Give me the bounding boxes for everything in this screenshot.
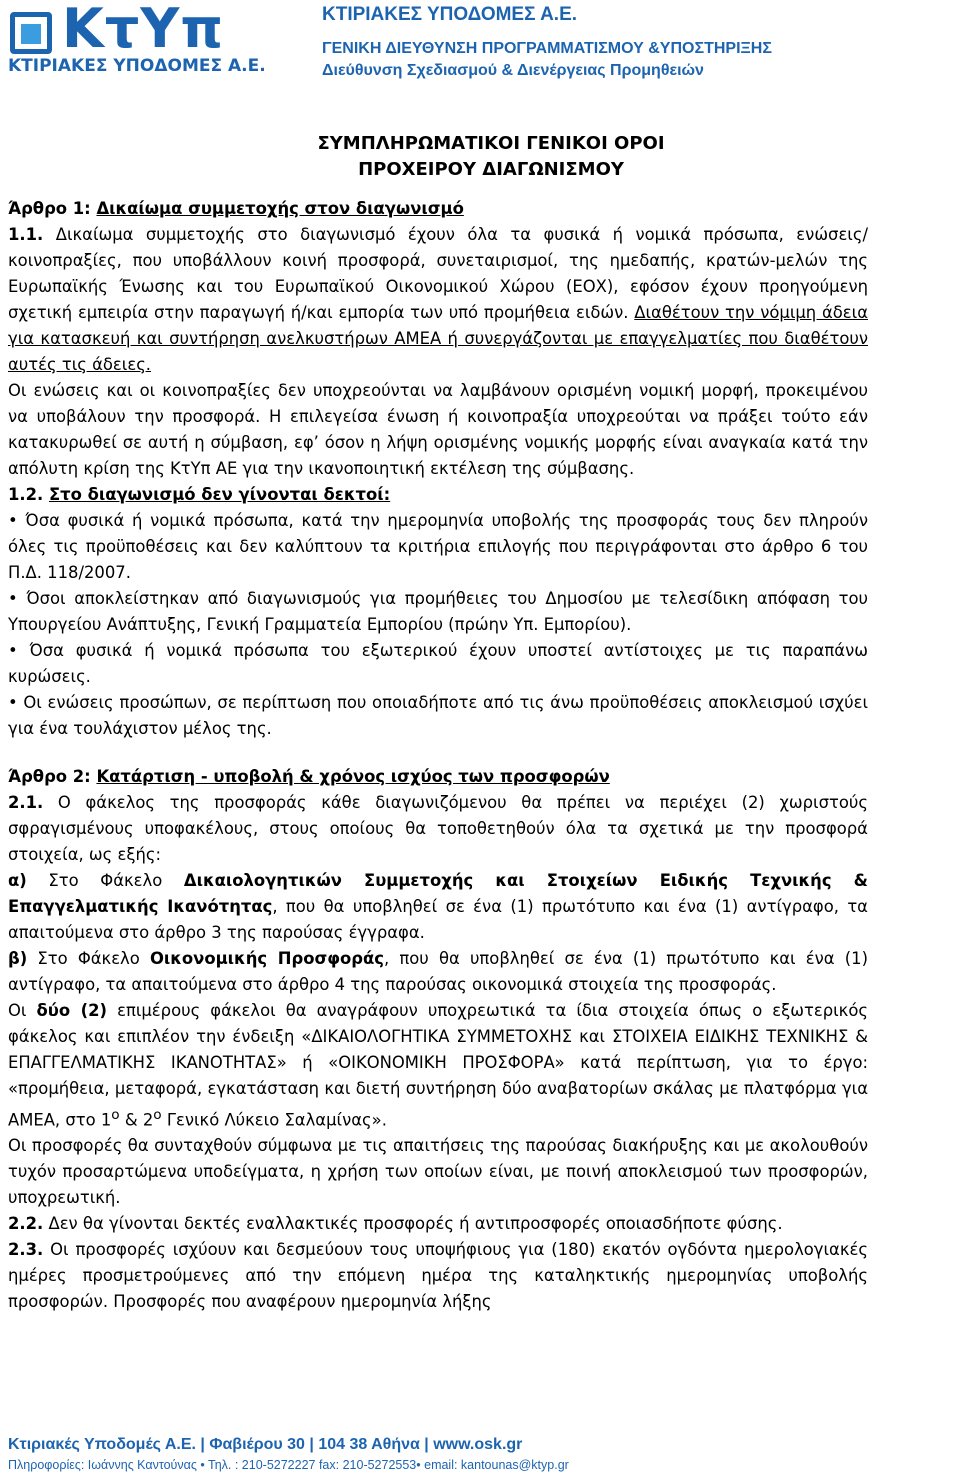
footer-address: Κτιριακές Υποδομές Α.Ε. | Φαβιέρου 30 | 104 38 Αθήνα | www.osk.gr — [8, 1436, 523, 1453]
exclusion-bullet: • Όσα φυσικά ή νομικά πρόσωπα, κατά την ημερομηνία υποβολής της προσφοράς τους δεν πληρούν όλες τις προϋποθέσεις και δεν καλύπτουν τα κριτήρια επιλογής που περιγράφονται στο άρθρο 6 του Π.Δ. 118/2007. — [8, 511, 868, 582]
logo-text: ΚτΥπ — [62, 0, 225, 60]
exclusion-bullet: • Όσα φυσικά ή νομικά πρόσωπα του εξωτερικού έχουν υποστεί αντίστοιχες με τις παραπάνω κυρώσεις. — [8, 641, 868, 686]
paragraph-two-envelopes: Οι δύο (2) επιμέρους φάκελοι θα αναγράφουν υποχρεωτικά τα ίδια στοιχεία όπως ο εξωτερικός φάκελος και επιπλέον την ένδειξη «ΔΙΚΑΙΟΛΟΓΗΤΙΚΑ ΣΥΜΜΕΤΟΧΗΣ και ΣΤΟΙΧΕΙΑ ΕΙΔΙΚΗΣ ΤΕΧΝΙΚΗΣ & ΕΠΑΓΓΕΛΜΑΤΙΚΗΣ ΙΚΑΝΟΤΗΤΑΣ» ή «ΟΙΚΟΝΟΜΙΚΗ ΠΡΟΣΦΟΡΑ» κατά περίπτωση, για το έργο: «προμήθεια, μεταφορά, εγκατάσταση και διετή συντήρηση δύο αναβατορίων σκάλας με πλατφόρμα για ΑΜΕΑ, στο $1^o$ & $2^o$ Γενικό Λύκειο Σαλαμίνας». — [8, 1001, 868, 1130]
article-2-title: Κατάρτιση - υποβολή & χρόνος ισχύος των προσφορών — [96, 767, 610, 786]
document-body — [8, 196, 868, 1315]
document-title-line-1: ΣΥΜΠΛΗΡΩΜΑΤΙΚΟΙ ΓΕΝΙΚΟΙ ΟΡΟΙ — [317, 133, 665, 154]
exclusion-bullet: • Όσοι αποκλείστηκαν από διαγωνισμούς για προμήθειες του Δημοσίου με τελεσίδικη απόφαση του Υπουργείου Ανάπτυξης, Γενική Γραμματεία Εμπορίου (πρώην Υπ. Εμπορίου). — [8, 589, 868, 634]
envelope-b: β) Στο Φάκελο Οικονομικής Προσφοράς, που θα υποβληθεί σε ένα (1) πρωτότυπο και ένα (1) αντίγραφο, τα απαιτούμενα στο άρθρο 4 της παρούσας οικονομικά στοιχεία της προσφοράς. — [8, 949, 868, 994]
org-name: ΚΤΙΡΙΑΚΕΣ ΥΠΟΔΟΜΕΣ Α.Ε. — [322, 4, 578, 25]
directorate: ΓΕΝΙΚΗ ΔΙΕΥΘΥΝΣΗ ΠΡΟΓΡΑΜΜΑΤΙΣΜΟΥ &ΥΠΟΣΤΗΡΙΞΗΣ — [322, 40, 772, 57]
paragraph-2-3: 2.3. Οι προσφορές ισχύουν και δεσμεύουν τους υποψήφιους για (180) εκατόν ογδόντα ημερολογιακές ημέρες προσμετρούμενες από την επόμενη ημέρα της καταληκτικής ημερομηνίας υποβολής προσφορών. Προσφορές που αναφέρουν ημερομηνία λήξης — [8, 1240, 868, 1312]
document-title-line-2: ΠΡΟΧΕΙΡΟΥ ΔΙΑΓΩΝΙΣΜΟΥ — [358, 159, 624, 180]
paragraph-1-2: 1.2. Στο διαγωνισμό δεν γίνονται δεκτοί: — [8, 485, 391, 504]
paragraph-2-2: 2.2. Δεν θα γίνονται δεκτές εναλλακτικές προσφορές ή αντιπροσφορές οποιασδήποτε φύσης. — [8, 1214, 783, 1234]
article-1-heading: Άρθρο 1: Δικαίωμα συμμετοχής στον διαγωνισμό — [8, 199, 464, 218]
paragraph-joint-ventures: Οι ενώσεις και οι κοινοπραξίες δεν υποχρεούνται να λαμβάνουν ορισμένη νομική μορφή, προκειμένου να υποβάλουν την προσφορά. Η επιλεγείσα ένωση ή κοινοπραξία υποχρεούται να πράξει τούτο εάν κατακυρωθεί σε αυτή η σύμβαση, εφ’ όσον η λήψη ορισμένης νομικής μορφής είναι αναγκαία κατά την απόλυτη κρίση της ΚτΥπ ΑΕ για την ικανοποιητική εκτέλεση της σύμβασης. — [8, 381, 868, 478]
logo-mark-icon — [10, 12, 52, 54]
paragraph-forms: Οι προσφορές θα συνταχθούν σύμφωνα με τις απαιτήσεις της παρούσας διακήρυξης και με ακολουθούν τυχόν προσαρτώμενα υποδείγματα, η χρήση των οποίων είναι, με ποινή αποκλεισμού των προσφορών, υποχρεωτική. — [8, 1136, 868, 1208]
footer-contact: Πληροφορίες: Ιωάννης Καντούνας • Τηλ. : 210-5272227 fax: 210-5272553• email: kantounas@ktyp.gr — [8, 1458, 569, 1472]
article-1-title: Δικαίωμα συμμετοχής στον διαγωνισμό — [96, 199, 464, 218]
paragraph-2-1: 2.1. Ο φάκελος της προσφοράς κάθε διαγωνιζόμενου θα πρέπει να περιέχει (2) χωριστούς σφραγισμένους υποφακέλους, στους οποίους θα τοποθετηθούν όλα τα σχετικά με την προσφορά στοιχεία, ως εξής: — [8, 793, 868, 864]
article-2-heading: Άρθρο 2: Κατάρτιση - υποβολή & χρόνος ισχύος των προσφορών — [8, 767, 610, 786]
company-logo — [2, 0, 302, 76]
exclusion-bullet: • Οι ενώσεις προσώπων, σε περίπτωση που οποιαδήποτε από τις άνω προϋποθέσεις αποκλεισμού ισχύει για ένα τουλάχιστον μέλος της. — [8, 693, 869, 738]
paragraph-1-1: 1.1. Δικαίωμα συμμετοχής στο διαγωνισμό έχουν όλα τα φυσικά ή νομικά πρόσωπα, ενώσεις/κοινοπραξίες, που υποβάλλουν κοινή προσφορά, συνεταιρισμοί, της ημεδαπής, κρατών-μελών της Ευρωπαϊκής Ένωσης και του Ευρωπαϊκού Οικονομικού Χώρου (ΕΟΧ), εφόσον έχουν προηγούμενη σχετική εμπειρία στην παραγωγή ή/και εμπορία των υπό προμήθεια ειδών. Διαθέτουν την νόμιμη άδεια για κατασκευή και συντήρηση ανελκυστήρων ΑΜΕΑ ή συνεργάζονται με επαγγελματίες που διαθέτουν αυτές τις άδειες. — [8, 225, 868, 374]
division: Διεύθυνση Σχεδιασμού & Διενέργειας Προμηθειών — [322, 62, 704, 79]
license-requirement: Διαθέτουν την νόμιμη άδεια για κατασκευή και συντήρηση ανελκυστήρων ΑΜΕΑ ή συνεργάζονται με επαγγελματίες που διαθέτουν αυτές τις άδειες. — [8, 303, 868, 374]
logo-subtitle: ΚΤΙΡΙΑΚΕΣ ΥΠΟΔΟΜΕΣ Α.Ε. — [8, 56, 266, 76]
envelope-a: α) Στο Φάκελο Δικαιολογητικών Συμμετοχής και Στοιχείων Ειδικής Τεχνικής & Επαγγελματικής Ικανότητας, που θα υποβληθεί σε ένα (1) πρωτότυπο και ένα (1) αντίγραφο, τα απαιτούμενα στο άρθρο 3 της παρούσας έγγραφα. — [8, 871, 868, 942]
